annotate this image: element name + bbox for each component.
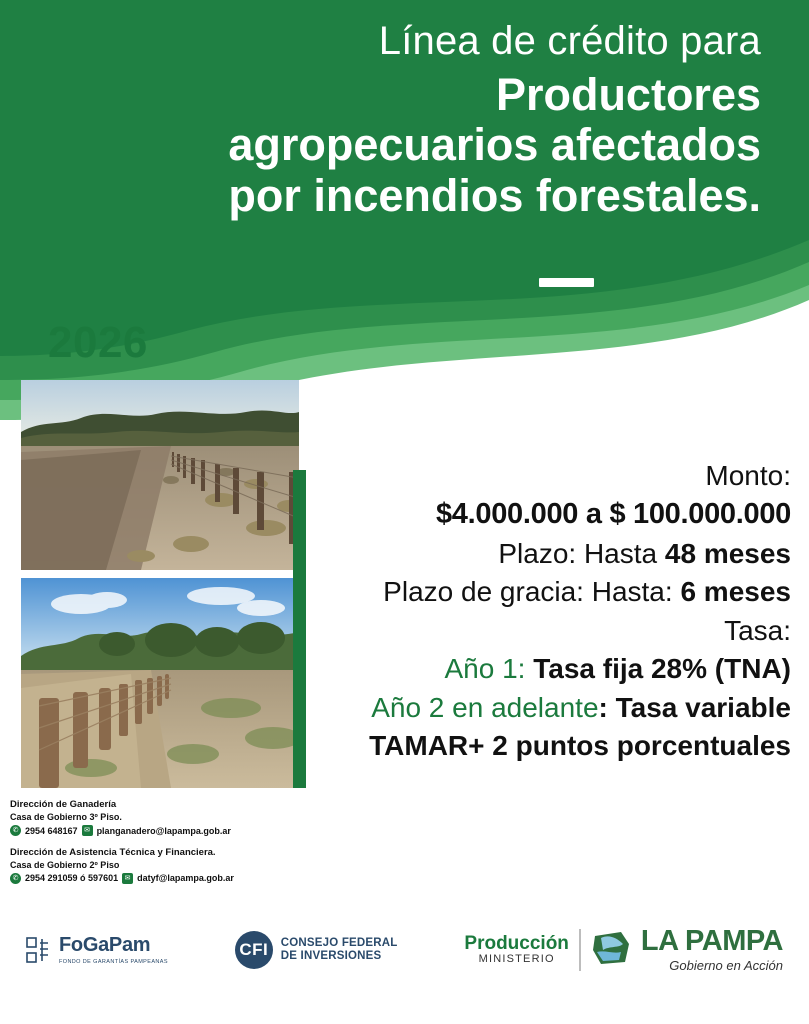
detail-monto-label (271, 458, 791, 494)
mail-icon: ✉ (122, 873, 133, 884)
mail-icon: ✉ (82, 825, 93, 836)
detail-anio2 (271, 690, 791, 726)
anio1-label: Año 1: (444, 653, 534, 685)
photo-field-fence-bottom (21, 578, 299, 788)
pampa-map-icon (591, 928, 633, 973)
contact-datyf-phone: 2954 291059 ó 597601 (25, 873, 119, 884)
logo-fogapam (26, 935, 168, 965)
contact-datyf (10, 846, 310, 885)
header-line-3: agropecuarios afectados (228, 119, 761, 171)
phone-icon: ✆ (10, 873, 21, 884)
detail-plazo (271, 536, 791, 572)
contact-ganaderia-title: Dirección de Ganadería (10, 799, 117, 810)
anio2-label: Año 2 en adelante (371, 691, 599, 723)
detail-tamar (271, 728, 791, 764)
anio1-value: Tasa fija 28% (TNA) (533, 653, 791, 685)
pampa-wordmark (641, 927, 783, 973)
fogapam-name: FoGaPam (59, 934, 151, 956)
phone-icon: ✆ (10, 825, 21, 836)
header-line-1: Línea de crédito para (378, 19, 761, 63)
photo-burned-field-top (21, 380, 299, 570)
fogapam-mark-icon (26, 937, 52, 963)
header-line-4: por incendios forestales. (228, 169, 761, 221)
contact-datyf-address: Casa de Gobierno 2º Piso (10, 860, 120, 871)
tasa-label: Tasa: (724, 614, 791, 646)
cfi-line-2: DE INVERSIONES (280, 950, 382, 962)
monto-value: $4.000.000 a $ 100.000.000 (435, 498, 791, 531)
gobierno-en-accion: Gobierno en Acción (669, 958, 783, 973)
ministerio-label: MINISTERIO (478, 953, 555, 966)
plazo-value: 48 meses (664, 538, 791, 570)
contact-datyf-row (10, 872, 310, 884)
fogapam-text (59, 935, 168, 965)
la-pampa-name: LA PAMPA (640, 925, 783, 957)
year-label: 2026 (48, 318, 148, 367)
header-underline-dash (539, 278, 594, 287)
contact-ganaderia-phone: 2954 648167 (25, 825, 78, 836)
cfi-circle-icon: CFI (235, 931, 273, 969)
detail-tasa-label (271, 613, 791, 649)
detail-monto-value (271, 496, 791, 534)
gracia-value: 6 meses (680, 576, 791, 608)
footer-logos (0, 905, 809, 1024)
contact-ganaderia-row (10, 825, 310, 837)
produccion-label: Producción (464, 933, 569, 955)
contact-ganaderia-email[interactable]: planganadero@lapampa.gob.ar (96, 825, 231, 836)
cfi-words (281, 937, 398, 963)
credit-details (271, 458, 791, 766)
fogapam-tagline: FONDO DE GARANTÍAS PAMPEANAS (59, 959, 168, 965)
la-pampa-lockup (591, 927, 783, 973)
monto-label: Monto: (705, 460, 791, 491)
detail-anio1 (271, 651, 791, 687)
logo-divider (579, 929, 581, 971)
logo-gobierno-la-pampa (464, 927, 783, 973)
detail-gracia (271, 574, 791, 610)
contact-block (10, 798, 310, 894)
gracia-label: Plazo de gracia: Hasta: (383, 576, 681, 608)
header-line-2: Productores (495, 69, 761, 120)
logo-cfi (235, 931, 398, 969)
plazo-label: Plazo: Hasta (498, 538, 665, 570)
contact-datyf-email[interactable]: datyf@lapampa.gob.ar (137, 873, 234, 884)
contact-datyf-title: Dirección de Asistencia Técnica y Financiera. (10, 846, 216, 858)
tamar-value: TAMAR+ 2 puntos porcentuales (369, 730, 791, 762)
cfi-line-1: CONSEJO FEDERAL (280, 936, 398, 949)
header-title-block (0, 18, 785, 221)
contact-ganaderia-address: Casa de Gobierno 3º Piso. (10, 812, 122, 823)
contact-ganaderia (10, 798, 310, 837)
anio2-value: : Tasa variable (598, 691, 791, 723)
ministerio-produccion (464, 934, 569, 965)
